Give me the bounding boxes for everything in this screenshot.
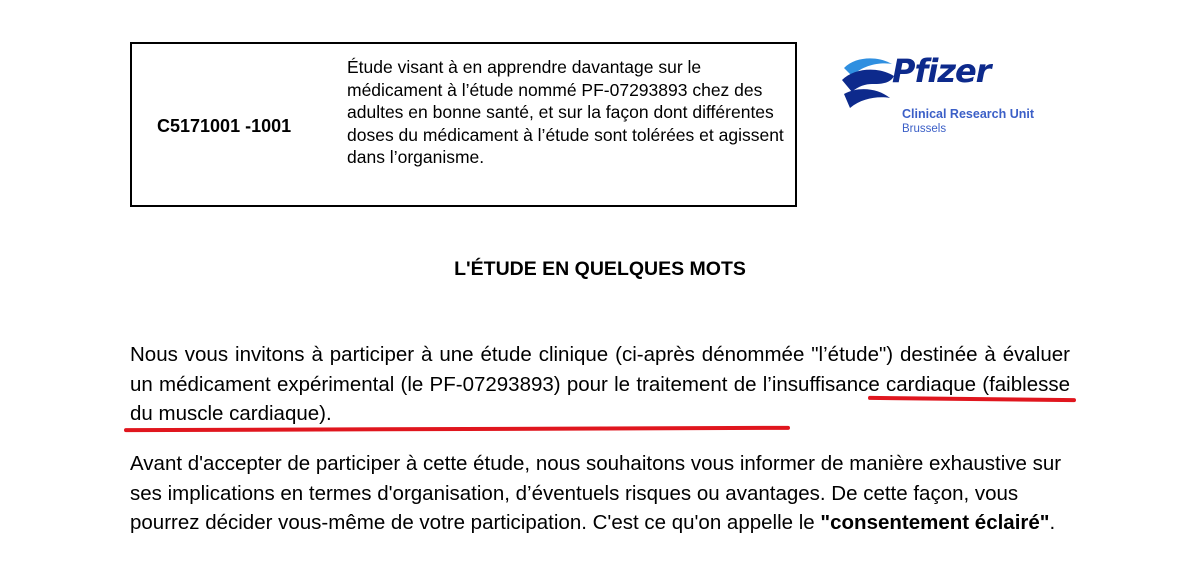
consent-paragraph: [130, 449, 1070, 538]
logo-city: Brussels: [902, 123, 947, 135]
pfizer-wordmark: Pfizer: [892, 52, 991, 90]
pfizer-logo: [838, 52, 1058, 152]
section-title: L'ÉTUDE EN QUELQUES MOTS: [454, 258, 746, 280]
logo-subtitle: Clinical Research Unit: [902, 107, 1034, 121]
pfizer-helix-icon: [838, 54, 898, 116]
study-info-box: [130, 42, 797, 207]
study-description: Étude visant à en apprendre davantage sur le médicament à l’étude nommé PF-07293893 chez des adultes en bonne santé, et sur la façon dont différentes doses du médicament à l’étude sont tolérées et agissent dans l’organisme.: [347, 57, 784, 167]
consent-end: .: [1049, 511, 1056, 534]
consent-bold-term: "consentement éclairé": [820, 511, 1050, 534]
intro-paragraph: Nous vous invitons à participer à une étude clinique (ci-après dénommée "l’étude") destinée à évaluer un médicament expérimental (le PF-07293893) pour le traitement de l’insuffisance cardiaque (faiblesse du muscle cardiaque).: [130, 343, 1070, 425]
consent-text: Avant d'accepter de participer à cette étude, nous souhaitons vous informer de manière exhaustive sur ses implications en termes d'organisation, d’éventuels risques ou avantages. De cette façon, vous pourrez décider vous-même de votre participation. C'est ce qu'on appelle le: [130, 452, 1062, 534]
study-code: C5171001 -1001: [157, 116, 292, 136]
